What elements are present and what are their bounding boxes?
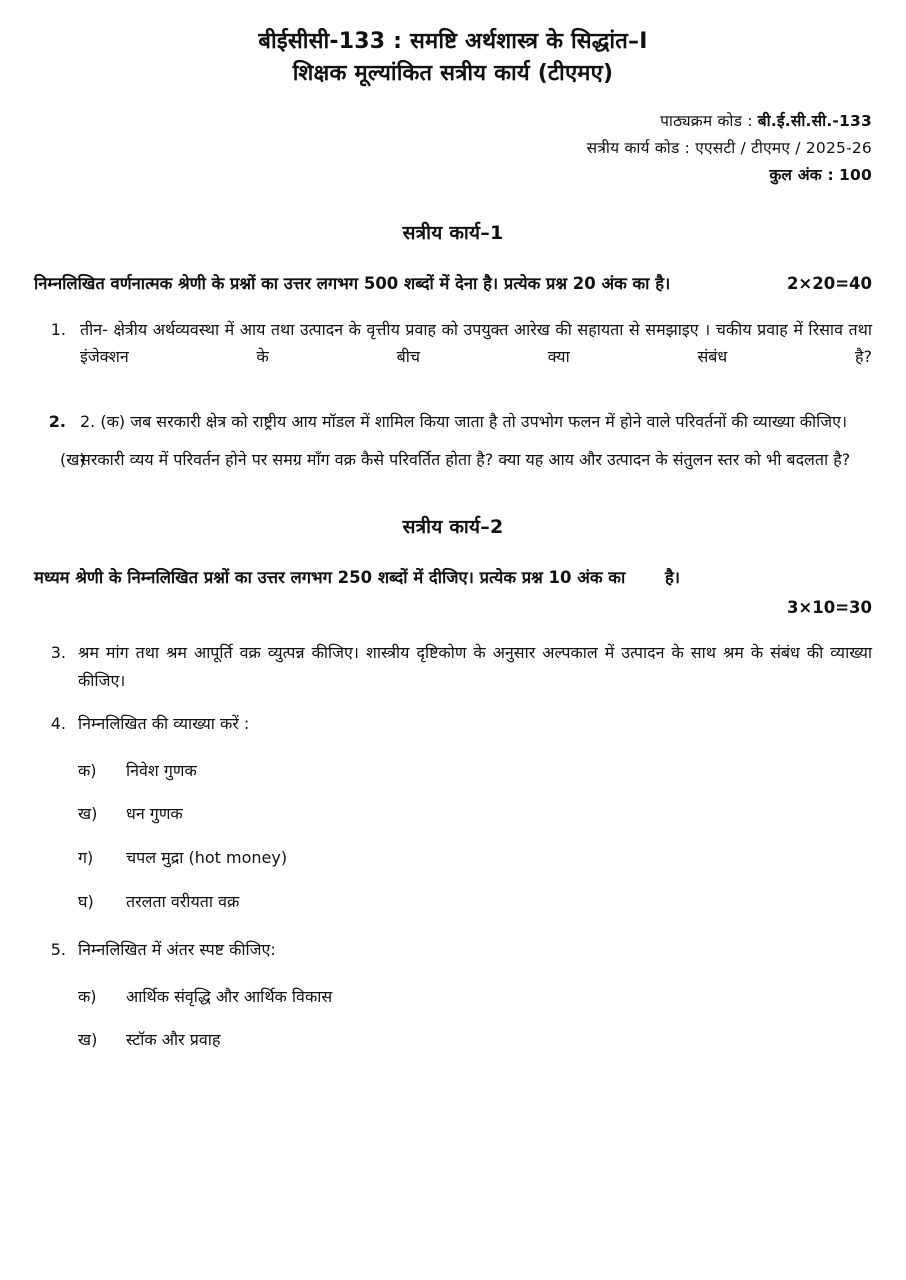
meta-value-total-marks: 100 xyxy=(839,166,872,185)
option-text: स्टॉक और प्रवाह xyxy=(126,1030,221,1050)
question-number: 4. xyxy=(50,714,66,734)
section2-instruction xyxy=(34,565,872,592)
meta-label-total-marks: कुल अंक : xyxy=(769,166,834,185)
question-text: श्रम मांग तथा श्रम आपूर्ति वक्र व्युत्पन्न कीजिए। शास्त्रीय दृष्टिकोण के अनुसार अल्पकाल में उत्पादन के साथ श्रम के संबंध की व्याख्या कीजिए। xyxy=(78,643,872,690)
section2-marks: 3×10=30 xyxy=(786,598,872,618)
option-text: आर्थिक संवृद्धि और आर्थिक विकास xyxy=(126,986,333,1006)
option-text: तरलता वरीयता वक्र xyxy=(126,891,240,911)
question-number: 1. xyxy=(50,319,66,339)
section1-marks: 2×20=40 xyxy=(786,274,872,294)
question-item xyxy=(34,316,872,399)
option-item xyxy=(34,1027,872,1053)
question-number: 3. xyxy=(50,643,66,663)
option-label: घ) xyxy=(78,891,94,911)
section-heading-2: सत्रीय कार्य–2 xyxy=(402,516,504,539)
title-line-2: शिक्षक मूल्यांकित सत्रीय कार्य (टीएमए) xyxy=(292,60,614,86)
question-number: 2. xyxy=(48,412,66,432)
sub-question-item xyxy=(34,446,872,474)
option-label: ग) xyxy=(78,847,94,867)
course-meta-block xyxy=(34,108,872,189)
meta-row-assignment-code xyxy=(34,135,872,162)
question-item xyxy=(34,639,872,694)
meta-label-assignment-code: सत्रीय कार्य कोड : xyxy=(586,138,691,157)
option-item xyxy=(34,758,872,784)
section2-instruction-text: मध्यम श्रेणी के निम्नलिखित प्रश्नों का उत्तर लगभग 250 शब्दों में दीजिए। प्रत्येक प्रश्न 10 अंक का xyxy=(34,568,626,588)
question-options-list xyxy=(34,984,872,1053)
question-item xyxy=(34,710,872,738)
question-item xyxy=(34,936,872,964)
section1-instruction-text: निम्नलिखित वर्णनात्मक श्रेणी के प्रश्नों का उत्तर लगभग 500 शब्दों में देना है। प्रत्येक प्रश्न 20 अंक का है। xyxy=(34,274,671,294)
question-text: निम्नलिखित में अंतर स्पष्ट कीजिए: xyxy=(78,940,276,960)
title-line-1: बीईसीसी-133 : समष्टि अर्थशास्त्र के सिद्धांत–I xyxy=(258,29,648,54)
page-title xyxy=(34,26,872,90)
question-number: 5. xyxy=(50,940,66,960)
question-item xyxy=(34,408,872,436)
section1-question-list xyxy=(34,316,872,474)
meta-value-course-code: बी.ई.सी.सी.-133 xyxy=(757,111,872,130)
question-text: निम्नलिखित की व्याख्या करें : xyxy=(78,714,250,734)
meta-row-total-marks xyxy=(34,162,872,189)
section-heading-1: सत्रीय कार्य–1 xyxy=(402,222,504,245)
section2-instruction-tail: है। xyxy=(664,568,680,588)
sub-question-text: सरकारी व्यय में परिवर्तन होने पर समग्र माँग वक्र कैसे परिवर्तित होता है? क्या यह आय और उत्पादन के संतुलन स्तर को भी बदलता है? xyxy=(80,449,851,469)
meta-row-course-code xyxy=(34,108,872,135)
option-item xyxy=(34,845,872,871)
question-options-list xyxy=(34,758,872,914)
option-item xyxy=(34,801,872,827)
option-item xyxy=(34,984,872,1010)
option-item xyxy=(34,889,872,915)
question-text: 2. (क) जब सरकारी क्षेत्र को राष्ट्रीय आय मॉडल में शामिल किया जाता है तो उपभोग फलन में होने वाले परिवर्तनों की व्याख्या कीजिए। xyxy=(80,412,848,432)
option-label: ख) xyxy=(78,1030,98,1050)
option-label: ख) xyxy=(78,804,98,824)
section1-instruction xyxy=(34,271,872,298)
option-text: चपल मुद्रा (hot money) xyxy=(126,847,288,867)
option-text: निवेश गुणक xyxy=(126,760,197,780)
option-label: क) xyxy=(78,986,97,1006)
option-label: क) xyxy=(78,760,97,780)
meta-value-assignment-code: एएसटी / टीएमए / 2025-26 xyxy=(695,138,872,157)
sub-question-label: (ख) xyxy=(60,449,86,469)
question-text: तीन- क्षेत्रीय अर्थव्यवस्था में आय तथा उत्पादन के वृत्तीय प्रवाह को उपयुक्त आरेख की सहायता से समझाइए । चकीय प्रवाह में रिसाव तथा इंजेक्शन के बीच क्या संबंध है? xyxy=(80,319,872,367)
section2-question-list xyxy=(34,639,872,1053)
meta-label-course-code: पाठ्यक्रम कोड : xyxy=(660,111,753,130)
option-text: धन गुणक xyxy=(126,804,183,824)
